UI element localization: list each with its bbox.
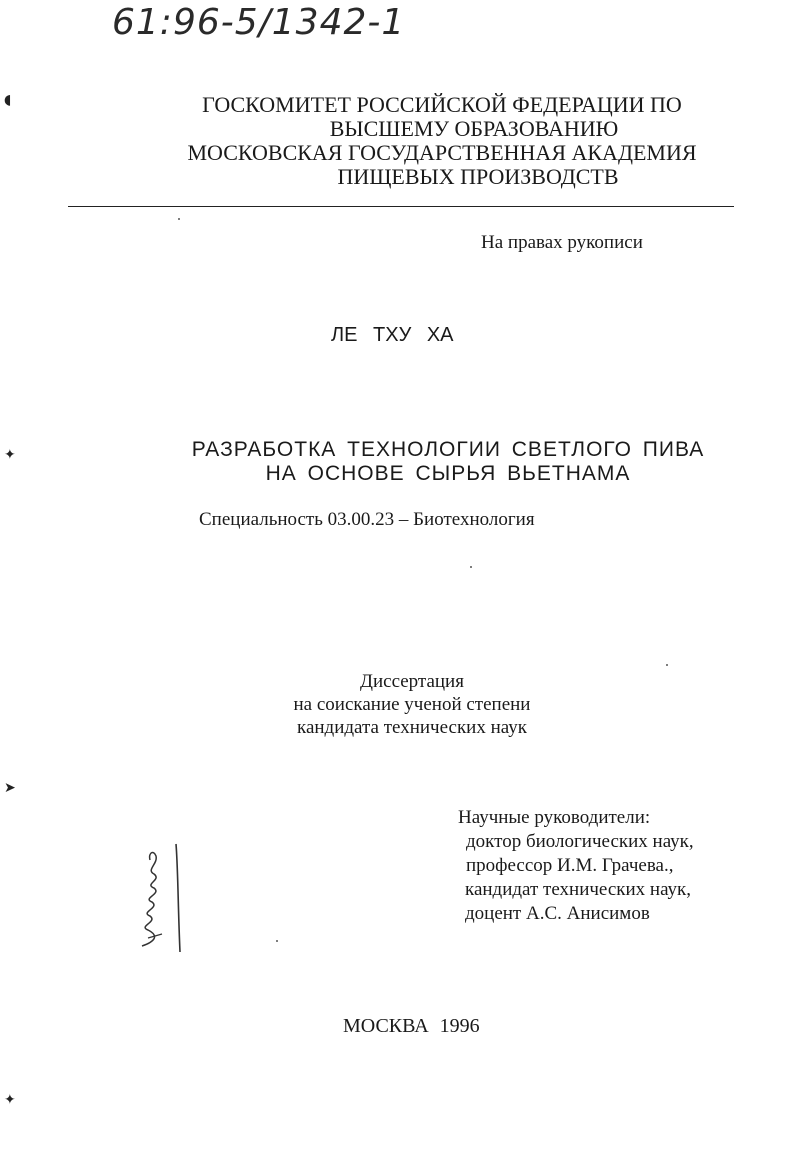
advisor-line: доктор биологических наук, <box>466 831 694 852</box>
specialty: Специальность 03.00.23 – Биотехнология <box>199 509 535 530</box>
margin-mark-icon: ✦ <box>4 1092 16 1108</box>
advisor-line: профессор И.М. Грачева., <box>466 855 674 876</box>
dissertation-line: Диссертация <box>360 671 464 692</box>
scan-speck <box>470 566 472 568</box>
dissertation-line: на соискание ученой степени <box>293 694 531 715</box>
signature-icon <box>128 838 188 958</box>
city-year: МОСКВА 1996 <box>343 1015 480 1037</box>
scan-speck <box>666 664 668 666</box>
margin-mark-icon: ➤ <box>4 780 16 796</box>
manuscript-note: На правах рукописи <box>481 232 643 253</box>
scan-speck <box>178 218 180 220</box>
title-line: НА ОСНОВЕ СЫРЬЯ ВЬЕТНАМА <box>265 462 631 485</box>
scan-speck <box>276 940 278 942</box>
header-line: МОСКОВСКАЯ ГОСУДАРСТВЕННАЯ АКАДЕМИЯ <box>187 140 697 165</box>
advisor-line: доцент А.С. Анисимов <box>465 903 650 924</box>
header-line: ГОСКОМИТЕТ РОССИЙСКОЙ ФЕДЕРАЦИИ ПО <box>202 92 682 117</box>
margin-mark-icon: ✦ <box>4 447 16 463</box>
archive-number: 61:96-5/1342-1 <box>112 2 406 43</box>
header-divider <box>68 206 734 207</box>
advisors-heading: Научные руководители: <box>458 807 651 828</box>
advisor-line: кандидат технических наук, <box>465 879 692 900</box>
header-line: ВЫСШЕМУ ОБРАЗОВАНИЮ <box>329 116 619 141</box>
dissertation-line: кандидата технических наук <box>297 717 527 738</box>
header-line: ПИЩЕВЫХ ПРОИЗВОДСТВ <box>337 164 619 189</box>
title-line: РАЗРАБОТКА ТЕХНОЛОГИИ СВЕТЛОГО ПИВА <box>191 438 705 461</box>
margin-mark-icon: ◖ <box>4 92 12 108</box>
author-name: ЛЕ ТХУ ХА <box>331 324 454 346</box>
